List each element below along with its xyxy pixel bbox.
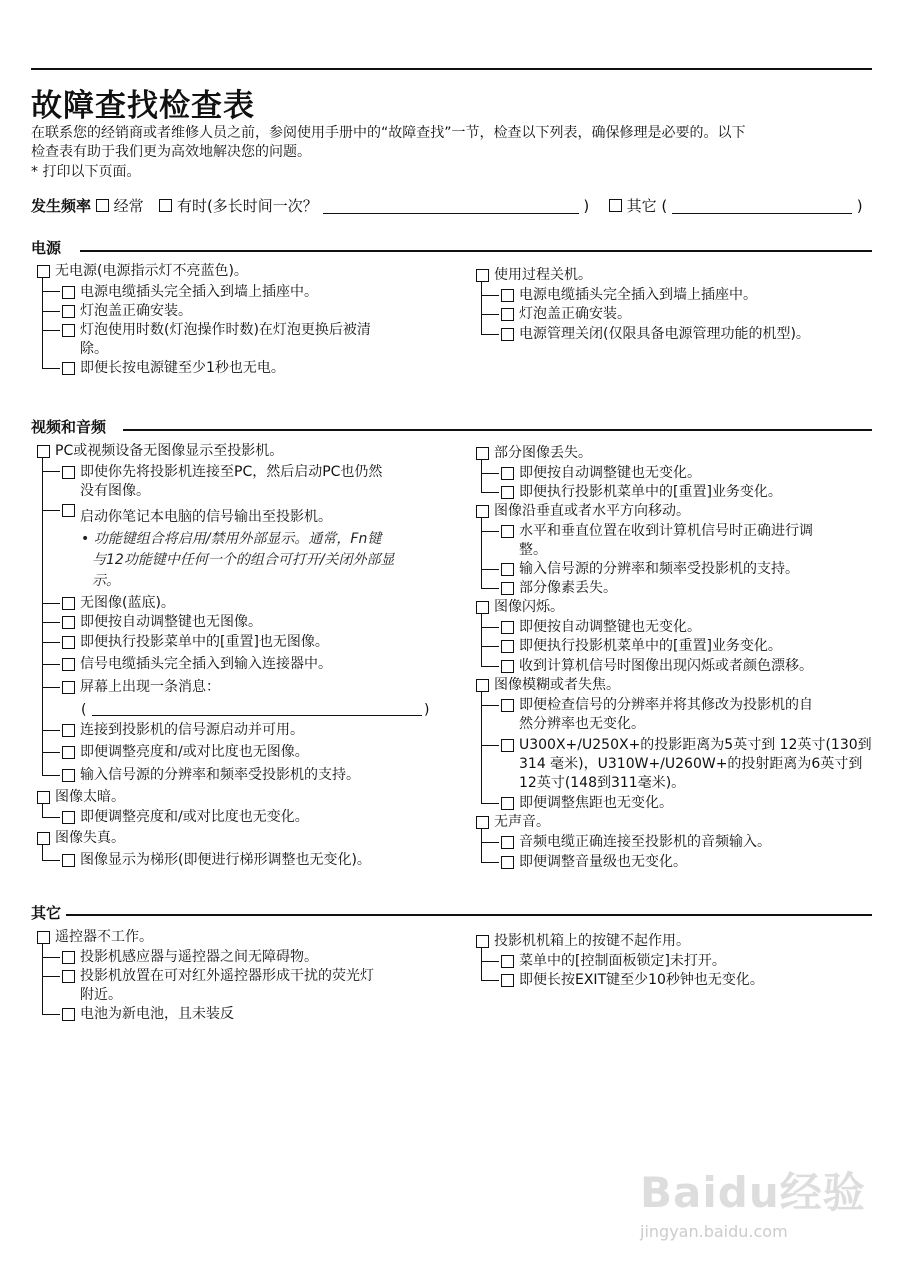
other-check-obstacle[interactable]: 投影机感应器与遥控器之间无障碍物。 [62,948,318,966]
checkbox[interactable] [62,305,75,318]
tree-tick [481,842,499,843]
sometimes-blank[interactable] [323,199,579,214]
checkbox[interactable] [476,505,489,518]
checkbox[interactable] [501,955,514,968]
checkbox[interactable] [476,269,489,282]
tree-line [481,613,482,666]
checkbox[interactable] [62,324,75,337]
av-r-item-partial-missing[interactable]: 部分图像丢失。 [476,444,592,462]
checkbox[interactable] [62,681,75,694]
tree-tick [481,627,499,628]
power-r-check-lamp-cover[interactable]: 灯泡盖正确安装。 [501,305,631,323]
checkbox[interactable] [501,856,514,869]
av-item-too-dark[interactable]: 图像太暗。 [37,788,125,806]
checkbox[interactable] [62,658,75,671]
tree-tick [481,314,499,315]
tree-tick [42,687,60,688]
av-r-check-distance[interactable]: U300X+/U250X+的投影距离为5英寸到 12英寸(130到 [501,736,872,754]
checkbox[interactable] [62,636,75,649]
av-message-close-paren: ) [424,702,430,718]
checkbox[interactable] [501,467,514,480]
checkbox[interactable] [62,970,75,983]
checkbox[interactable] [62,616,75,629]
tree-tick [481,531,499,532]
sometimes-checkbox[interactable] [159,199,172,212]
watermark-url: jingyan.baidu.com [640,1222,788,1241]
checkbox[interactable] [62,811,75,824]
tree-tick [42,976,60,977]
checkbox[interactable] [501,328,514,341]
checkbox[interactable] [476,601,489,614]
tree-tick [481,803,499,804]
tree-tick [481,588,499,589]
checkbox[interactable] [501,621,514,634]
checkbox[interactable] [62,951,75,964]
checkbox[interactable] [37,832,50,845]
checkbox[interactable] [476,447,489,460]
checkbox[interactable] [62,769,75,782]
av-r-check-position[interactable]: 水平和垂直位置在收到计算机信号时正确进行调 [501,522,813,540]
checkbox[interactable] [501,797,514,810]
tree-tick [42,311,60,312]
section-title-other: 其它 [31,904,62,922]
checkbox[interactable] [62,362,75,375]
tree-line [481,517,482,588]
av-r-check-reset[interactable]: 即便执行投影机菜单中的[重置]业务变化。 [501,483,782,501]
av-check-source-on[interactable]: 连接到投影机的信号源启动并可用。 [62,721,304,739]
tree-tick [42,957,60,958]
tree-tick [42,368,60,369]
av-item-no-image[interactable]: PC或视频设备无图像显示至投影机。 [37,442,283,460]
tree-line [42,457,43,775]
power-rule [80,250,872,252]
checkbox[interactable] [37,445,50,458]
checkbox[interactable] [501,308,514,321]
tree-tick [42,622,60,623]
sometimes-close: ) [583,197,590,215]
checkbox[interactable] [501,640,514,653]
other-r-check-panel-lock[interactable]: 菜单中的[控制面板锁定]未打开。 [501,952,726,970]
power-item-no-power[interactable]: 无电源(电源指示灯不亮蓝色)。 [37,262,248,280]
av-check-connect-first[interactable]: 即使你先将投影机连接至PC，然后启动PC也仍然 [62,463,382,481]
checkbox[interactable] [501,525,514,538]
tree-tick [481,646,499,647]
frequency-row [31,195,876,217]
other-r-item-keys[interactable]: 投影机机箱上的按键不起作用。 [476,932,690,950]
tree-tick [42,471,60,472]
tree-tick [42,775,60,776]
power-check-cable[interactable]: 电源电缆插头完全插入到墙上插座中。 [62,283,318,301]
other-label: 其它 ( [626,197,668,215]
av-r-check-distance-cont-2: 12英寸(148到311毫米)。 [519,775,686,791]
av-check-dark-brightness[interactable]: 即便调整亮度和/或对比度也无变化。 [62,808,309,826]
watermark-brand: Baidu经验 [640,1168,866,1217]
checkbox[interactable] [476,679,489,692]
av-check-connect-first-cont: 没有图像。 [80,483,150,499]
tree-tick [42,291,60,292]
checkbox[interactable] [476,816,489,829]
tree-tick [42,752,60,753]
checkbox[interactable] [62,466,75,479]
av-check-signal-cable[interactable]: 信号电缆插头完全插入到输入连接器中。 [62,655,332,673]
power-r-check-power-mgmt[interactable]: 电源管理关闭(仅限具备电源管理功能的机型)。 [501,325,810,343]
power-check-lamp-hours[interactable]: 灯泡使用时数(灯泡操作时数)在灯泡更换后被清 [62,321,371,339]
tree-tick [481,666,499,667]
checkbox[interactable] [501,486,514,499]
av-r-check-native-res[interactable]: 即便检查信号的分辨率并将其修改为投影机的自 [501,696,813,714]
av-check-brightness[interactable]: 即便调整亮度和/或对比度也无图像。 [62,743,309,761]
power-item-shutdown[interactable]: 使用过程关机。 [476,266,592,284]
checkbox[interactable] [501,660,514,673]
av-r-check-auto-adjust[interactable]: 即便按自动调整键也无变化。 [501,464,701,482]
tree-line [481,459,482,492]
av-note-line-2: 与12功能键中任何一个的组合可打开/关闭外部显 [92,552,395,568]
av-r-check-distance-cont-1: 314 毫米)，U310W+/U260W+的投射距离为6英寸到 [519,756,863,772]
power-check-lamp-hours-cont: 除。 [80,341,108,357]
other-close: ) [856,197,863,215]
checkbox[interactable] [501,699,514,712]
av-r-item-flicker[interactable]: 图像闪烁。 [476,598,564,616]
other-check-battery[interactable]: 电池为新电池，且未装反 [62,1005,234,1023]
tree-line [42,844,43,860]
tree-tick [42,1014,60,1015]
section-title-av: 视频和音频 [31,418,107,436]
tree-tick [481,745,499,746]
av-r-check-focus[interactable]: 即便调整焦距也无变化。 [501,794,673,812]
tree-line [481,947,482,980]
other-check-fluorescent-cont: 附近。 [80,987,122,1003]
tree-tick [481,295,499,296]
av-r-item-shift[interactable]: 图像沿垂直或者水平方向移动。 [476,502,690,520]
tree-tick [42,642,60,643]
av-r-check-native-res-cont: 然分辨率也无变化。 [519,716,645,732]
tree-tick [481,862,499,863]
tree-tick [42,603,60,604]
tree-tick [481,705,499,706]
av-rule [123,429,872,431]
av-r-item-blur[interactable]: 图像模糊或者失焦。 [476,676,620,694]
checkbox[interactable] [62,504,75,517]
other-rule [66,914,872,916]
top-rule [31,68,872,70]
av-check-blue-screen[interactable]: 无图像(蓝底)。 [62,594,175,612]
tree-line [481,691,482,803]
av-message-open-paren: ( [81,702,87,718]
frequency-label: 发生频率 [31,197,92,215]
av-check-laptop-output[interactable]: 启动你笔记本电脑的信号输出至投影机。 [62,508,332,526]
av-check-auto-adjust[interactable]: 即便按自动调整键也无图像。 [62,613,262,631]
tree-tick [42,817,60,818]
av-check-reset[interactable]: 即便执行投影菜单中的[重置]也无图像。 [62,633,329,651]
av-r-item-no-sound[interactable]: 无声音。 [476,813,550,831]
other-checkbox[interactable] [609,199,622,212]
intro-line-3: * 打印以下页面。 [31,164,141,180]
often-checkbox[interactable] [96,199,109,212]
section-title-power: 电源 [31,239,62,257]
av-r-check-color-drift[interactable]: 收到计算机信号时图像出现闪烁或者颜色漂移。 [501,657,813,675]
av-check-keystone[interactable]: 图像显示为梯形(即便进行梯形调整也无变化)。 [62,851,371,869]
tree-tick [42,330,60,331]
checkbox[interactable] [62,286,75,299]
tree-tick [481,334,499,335]
av-note-line-3: 示。 [92,573,120,589]
checkbox[interactable] [37,265,50,278]
checkbox[interactable] [501,739,514,752]
tree-tick [481,492,499,493]
tree-tick [481,473,499,474]
tree-line [481,828,482,862]
intro-line-2: 检查表有助于我们更为高效地解决您的问题。 [31,144,311,160]
av-r-check-audio-cable[interactable]: 音频电缆正确连接至投影机的音频输入。 [501,833,771,851]
other-check-fluorescent[interactable]: 投影机放置在可对红外遥控器形成干扰的荧光灯 [62,967,374,985]
page-title: 故障查找检查表 [31,88,255,124]
av-r-check-resolution[interactable]: 输入信号源的分辨率和频率受投影机的支持。 [501,560,799,578]
tree-line [481,281,482,334]
tree-tick [42,860,60,861]
tree-tick [481,569,499,570]
av-item-distorted[interactable]: 图像失真。 [37,829,125,847]
tree-tick [42,510,60,511]
av-r-check-position-cont: 整。 [519,542,547,558]
checkbox[interactable] [501,289,514,302]
av-r-check-flicker-auto[interactable]: 即便按自动调整键也无变化。 [501,618,701,636]
av-r-check-pixels[interactable]: 部分像素丢失。 [501,579,617,597]
checkbox[interactable] [62,1008,75,1021]
tree-line [42,803,43,817]
checkbox[interactable] [501,582,514,595]
checkbox[interactable] [37,931,50,944]
checkbox[interactable] [62,597,75,610]
checkbox[interactable] [476,935,489,948]
tree-tick [42,664,60,665]
checkbox[interactable] [501,563,514,576]
tree-tick [42,730,60,731]
checkbox[interactable] [62,724,75,737]
tree-line [42,943,43,1014]
av-r-check-volume[interactable]: 即便调整音量级也无变化。 [501,853,687,871]
other-blank[interactable] [672,199,852,214]
av-r-check-flicker-reset[interactable]: 即便执行投影机菜单中的[重置]业务变化。 [501,637,782,655]
checkbox[interactable] [37,791,50,804]
often-label: 经常 [113,197,144,215]
checkbox[interactable] [62,854,75,867]
av-check-message[interactable]: 屏幕上出现一条消息： [62,678,220,696]
tree-tick [481,980,499,981]
power-check-lamp-cover[interactable]: 灯泡盖正确安装。 [62,302,192,320]
checkbox[interactable] [501,836,514,849]
power-check-hold-button[interactable]: 即便长按电源键至少1秒也无电。 [62,359,285,377]
other-item-remote[interactable]: 遥控器不工作。 [37,928,153,946]
av-note-line-1: • 功能键组合将启用/禁用外部显示。通常，Fn键 [81,531,382,547]
intro-line-1: 在联系您的经销商或者维修人员之前，参阅使用手册中的“故障查找”一节，检查以下列表，确保修理是必要的。以下 [31,125,746,141]
checkbox[interactable] [501,974,514,987]
av-message-blank[interactable] [92,715,422,716]
checkbox[interactable] [62,746,75,759]
sometimes-label: 有时(多长时间一次？ [176,197,318,215]
power-r-check-cable[interactable]: 电源电缆插头完全插入到墙上插座中。 [501,286,757,304]
tree-tick [481,961,499,962]
av-check-resolution[interactable]: 输入信号源的分辨率和频率受投影机的支持。 [62,766,360,784]
other-r-check-exit[interactable]: 即便长按EXIT键至少10秒钟也无变化。 [501,971,764,989]
